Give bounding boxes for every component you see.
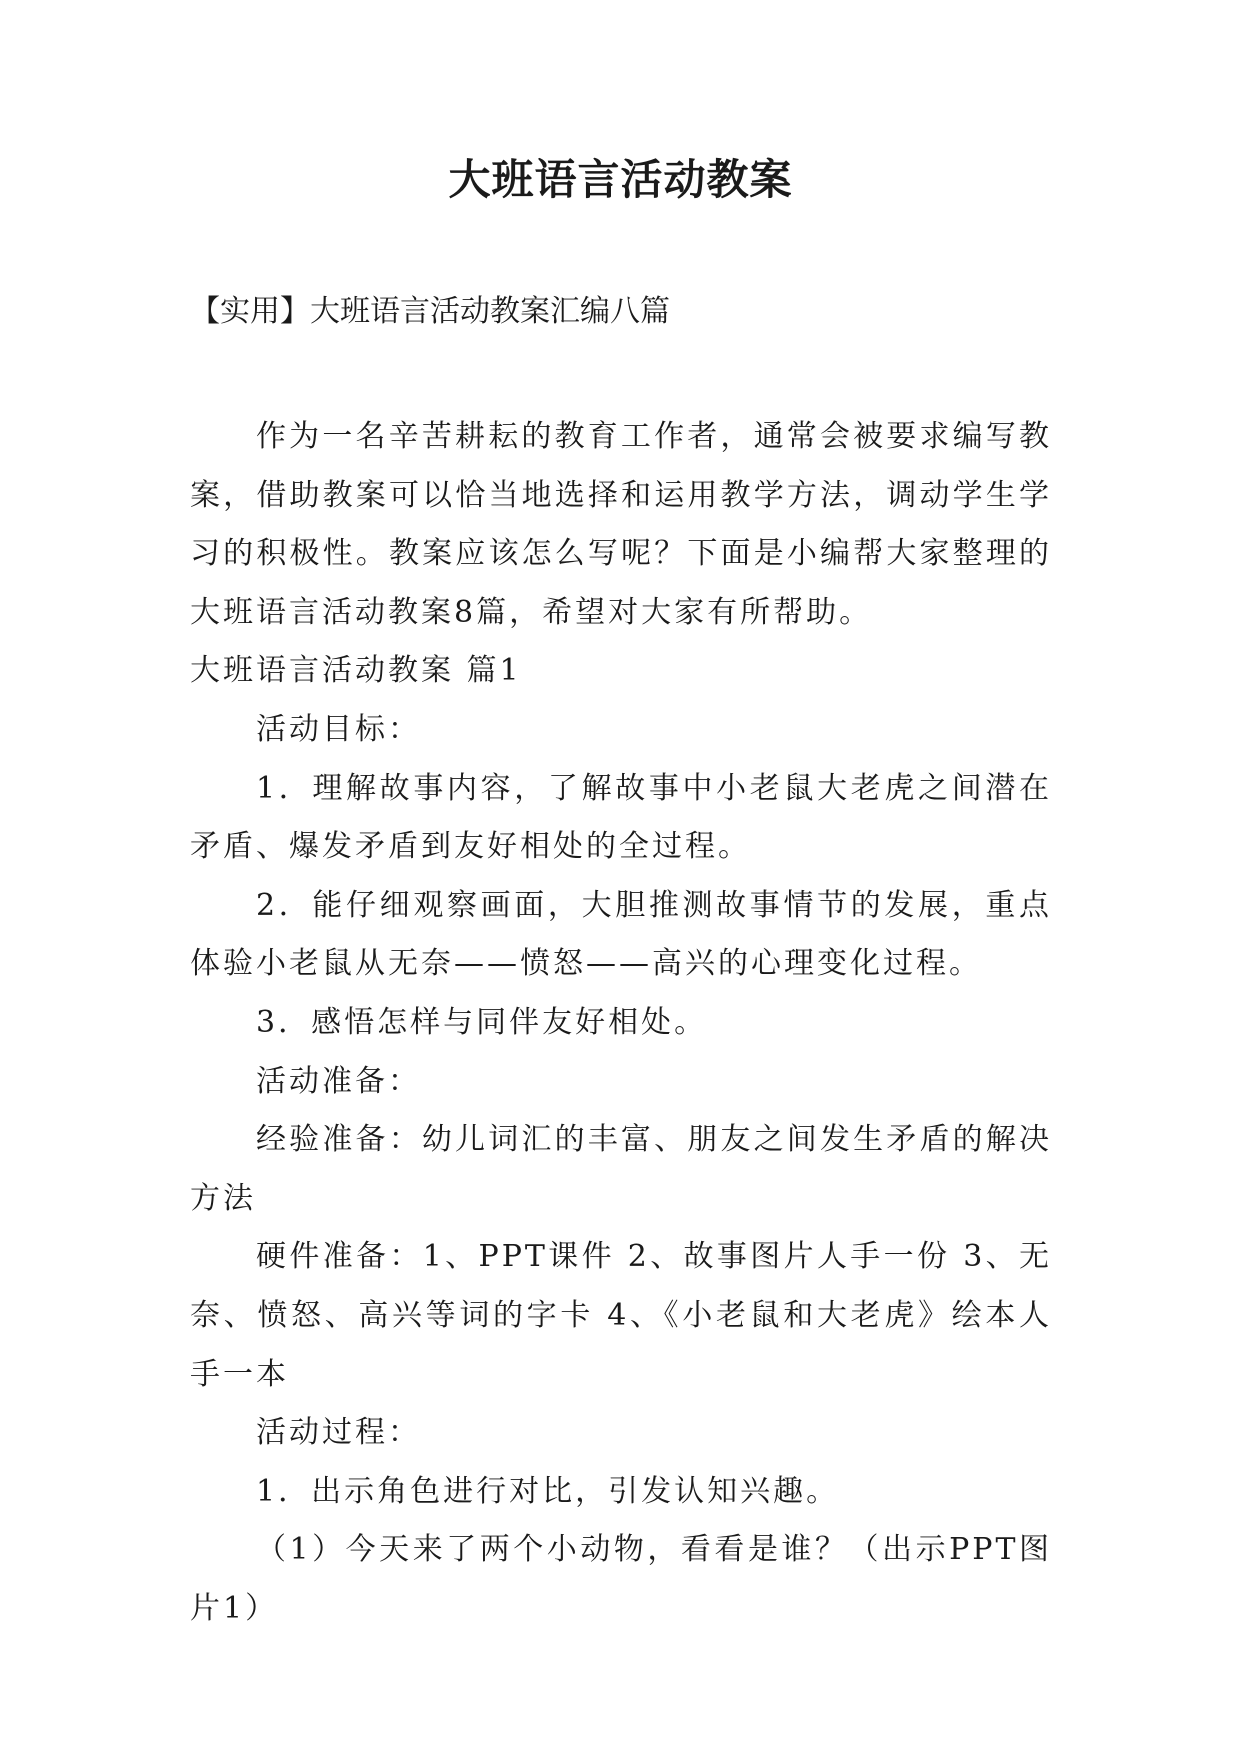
- goal-item-2: 2．能仔细观察画面，大胆推测故事情节的发展，重点体验小老鼠从无奈——愤怒——高兴的心理变化过程。: [190, 887, 1052, 982]
- subheading-process: 活动过程：: [256, 1415, 421, 1451]
- process-step-1: 1．出示角色进行对比，引发认知兴趣。: [256, 1473, 840, 1509]
- document-body: [190, 408, 1052, 1638]
- intro-paragraph: 作为一名辛苦耕耘的教育工作者，通常会被要求编写教案，借助教案可以恰当地选择和运用教学方法，调动学生学习的积极性。教案应该怎么写呢？下面是小编帮大家整理的大班语言活动教案8篇，希望对大家有所帮助。: [190, 419, 1052, 630]
- preparation-experience: 经验准备：幼儿词汇的丰富、朋友之间发生矛盾的解决方法: [190, 1122, 1052, 1216]
- preparation-hardware: 硬件准备：1、PPT课件 2、故事图片人手一份 3、无奈、愤怒、高兴等词的字卡 4、《小老鼠和大老虎》绘本人手一本: [190, 1239, 1052, 1392]
- subheading-preparation: 活动准备：: [256, 1063, 421, 1099]
- process-step-1-sub-1: （1）今天来了两个小动物，看看是谁？（出示PPT图片1）: [190, 1532, 1052, 1626]
- goal-item-3: 3．感悟怎样与同伴友好相处。: [256, 1004, 708, 1040]
- document-subtitle: 【实用】大班语言活动教案汇编八篇: [190, 294, 670, 329]
- goal-item-1: 1．理解故事内容，了解故事中小老鼠大老虎之间潜在矛盾、爆发矛盾到友好相处的全过程。: [190, 770, 1052, 865]
- section-heading: 大班语言活动教案 篇1: [190, 653, 522, 689]
- document-title: 大班语言活动教案: [448, 155, 793, 204]
- subheading-goals: 活动目标：: [256, 711, 421, 747]
